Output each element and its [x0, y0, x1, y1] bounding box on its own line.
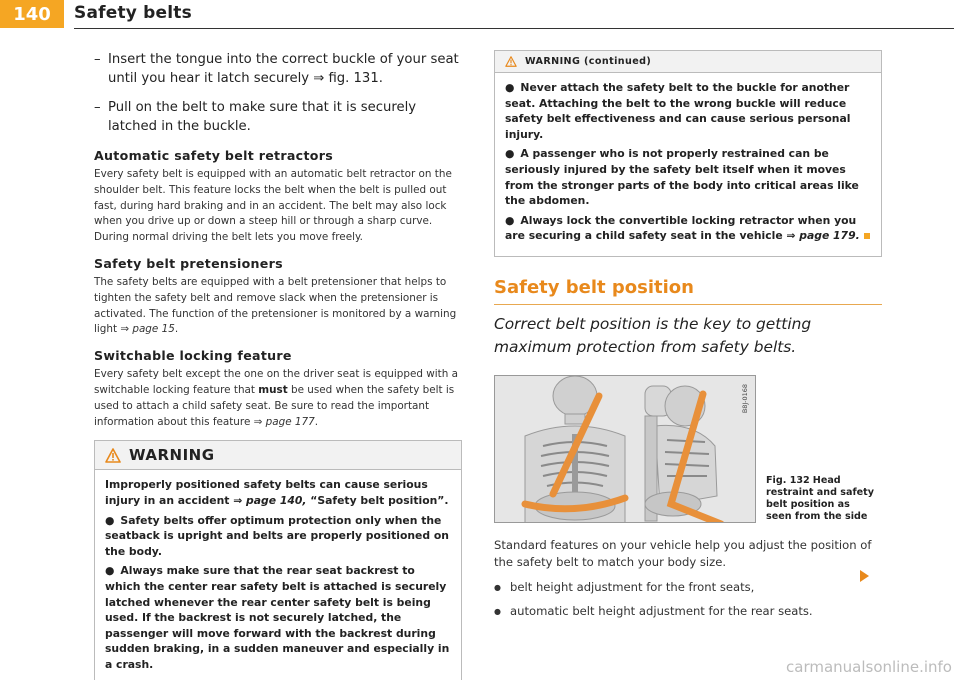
- warning-continued-box: [494, 50, 882, 257]
- end-marker: [864, 233, 870, 239]
- retractors-text: Every safety belt is equipped with an automatic belt retractor on the shoulder belt. This feature locks the belt when the belt is pulled out fast, during hard braking and in an accident. The belt may also lock when you drive up or down a steep hill or through a sharp curve. During normal driving the belt lets you move freely.: [94, 168, 452, 244]
- feature-list: [494, 579, 882, 620]
- step-item: – Pull on the belt to make sure that it is securely latched in the buckle.: [94, 98, 462, 136]
- pretensioners-text: The safety belts are equipped with a belt pretensioner that helps to tighten the safety belt and remove slack when the pretensioner is activated. The function of the pretensioner is monitored by a warning light ⇒ page 15.: [94, 275, 457, 336]
- warning-continued-body: [495, 73, 881, 256]
- page-link[interactable]: page 177: [265, 415, 315, 428]
- section-heading: Safety belt position: [494, 277, 882, 305]
- warning-triangle-icon: [105, 448, 121, 463]
- warning-lead: Improperly positioned safety belts can cause serious injury in an accident ⇒ page 140, “Safety belt position”.: [105, 478, 449, 507]
- header-rule: [74, 28, 954, 29]
- step-item: – Insert the tongue into the correct buckle of your seat until you hear it latch securely ⇒ fig. 131.: [94, 50, 462, 88]
- page-link[interactable]: page 179.: [799, 229, 860, 243]
- figure-image: [494, 375, 756, 523]
- left-column: [94, 50, 462, 680]
- belt-position-illustration: [495, 376, 756, 523]
- section-title: Safety belts: [74, 3, 192, 23]
- locking-text: Every safety belt except the one on the driver seat is equipped with a switchable locking feature that must be used when the safety belt is used to attach a child safety seat. Be sure to read the important information about this feature ⇒ page 177.: [94, 368, 458, 428]
- warning-triangle-icon: [505, 56, 517, 67]
- feature-item: ● automatic belt height adjustment for the rear seats.: [494, 603, 882, 620]
- feature-item: ● belt height adjustment for the front seats,: [494, 579, 882, 596]
- continue-arrow-icon: [860, 570, 869, 582]
- section-intro: Correct belt position is the key to getting maximum protection from safety belts.: [494, 314, 812, 356]
- page-link[interactable]: page 15: [132, 323, 175, 336]
- warning-body: [95, 470, 461, 680]
- warning-bullet: ● Safety belts offer optimum protection only when the seatback is upright and belts are properly positioned on the body.: [105, 513, 449, 558]
- page-number: 140: [0, 0, 64, 28]
- warning-bullet: ● Never attach the safety belt to the buckle for another seat. Attaching the belt to the wrong buckle will reduce safety belt effectiveness and can cause serious personal injury.: [505, 81, 851, 141]
- step-list: [94, 50, 462, 136]
- warning-bullet: ● A passenger who is not properly restrained can be seriously injured by the safety belt itself when it moves from the stronger parts of the body into critical areas like the abdomen.: [505, 147, 859, 208]
- figure-row: [494, 375, 882, 523]
- page-link[interactable]: page 140,: [246, 493, 307, 507]
- warning-bullet: ● Always make sure that the rear seat backrest to which the center rear safety belt is attached is securely latched whenever the rear center safety belt is being used. If the backrest is not securely latched, the passenger will move forward with the backrest during sudden braking, in a sudden maneuver and especially in a crash.: [105, 564, 450, 671]
- warning-box: [94, 440, 462, 680]
- retractors-heading: Automatic safety belt retractors: [94, 148, 334, 163]
- warning-continued-title: WARNING (continued): [525, 56, 652, 67]
- warning-continued-header: [495, 50, 881, 73]
- right-column: [494, 50, 882, 627]
- warning-title: WARNING: [129, 446, 215, 465]
- watermark: carmanualsonline.info: [786, 658, 952, 676]
- position-paragraph: Standard features on your vehicle help you adjust the position of the safety belt to match your body size.: [494, 537, 872, 569]
- locking-heading: Switchable locking feature: [94, 348, 292, 364]
- figure-caption: Fig. 132 Head restraint and safety belt position as seen from the side: [766, 474, 874, 522]
- pretensioners-heading: Safety belt pretensioners: [94, 255, 283, 271]
- warning-header: [95, 440, 461, 470]
- warning-bullet: ● Always lock the convertible locking retractor when you are securing a child safety seat in the vehicle ⇒ page 179.: [505, 213, 871, 244]
- figure-code: B8J-0168: [741, 383, 749, 414]
